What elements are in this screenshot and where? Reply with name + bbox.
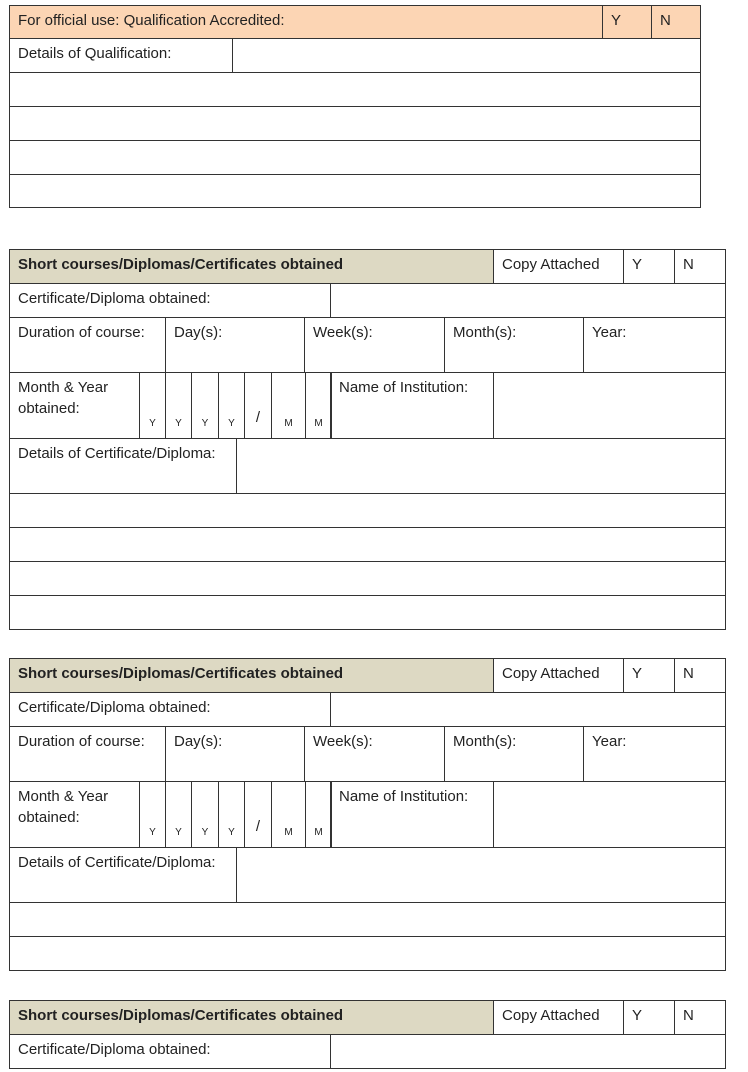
course-2-copy-attached-label: Copy Attached (493, 658, 624, 693)
official-details-field[interactable] (232, 38, 701, 73)
course-2-months-field[interactable]: Month(s): (444, 726, 584, 782)
course-1-copy-attached-label: Copy Attached (493, 249, 624, 284)
course-2-days-field[interactable]: Day(s): (165, 726, 305, 782)
course-2-section-title: Short courses/Diplomas/Certificates obtained (9, 658, 494, 693)
official-accredited-no[interactable]: N (651, 5, 701, 39)
course-1-month-year-label: Month & Year obtained: (9, 372, 140, 439)
official-details-line-3[interactable] (9, 140, 701, 175)
course-1-date-box-4[interactable]: Y (218, 372, 245, 439)
course-1-institution-label: Name of Institution: (330, 372, 494, 439)
course-1-section-title: Short courses/Diplomas/Certificates obtained (9, 249, 494, 284)
course-2-duration-label: Duration of course: (9, 726, 166, 782)
course-1-date-box-7[interactable]: M (305, 372, 332, 439)
course-1-institution-field[interactable] (493, 372, 726, 439)
course-2-institution-field[interactable] (493, 781, 726, 848)
course-2-date-separator: / (244, 781, 272, 848)
course-1-details-line-1[interactable] (9, 493, 726, 528)
official-details-line-1[interactable] (9, 72, 701, 107)
course-1-months-field[interactable]: Month(s): (444, 317, 584, 373)
course-2-date-box-4[interactable]: Y (218, 781, 245, 848)
course-3-copy-attached-yes[interactable]: Y (623, 1000, 675, 1035)
course-2-month-year-label: Month & Year obtained: (9, 781, 140, 848)
course-1-certificate-label: Certificate/Diploma obtained: (9, 283, 331, 318)
course-1-date-box-2[interactable]: Y (165, 372, 192, 439)
course-2-certificate-field[interactable] (330, 692, 726, 727)
course-2-date-box-2[interactable]: Y (165, 781, 192, 848)
course-1-details-label: Details of Certificate/Diploma: (9, 438, 237, 494)
official-use-header: For official use: Qualification Accredited: (9, 5, 603, 39)
course-2-copy-attached-no[interactable]: N (674, 658, 726, 693)
course-2-details-field[interactable] (236, 847, 726, 903)
official-details-line-2[interactable] (9, 106, 701, 141)
course-1-year-field[interactable]: Year: (583, 317, 726, 373)
course-1-details-line-4[interactable] (9, 595, 726, 630)
course-1-days-field[interactable]: Day(s): (165, 317, 305, 373)
course-3-certificate-field[interactable] (330, 1034, 726, 1069)
course-1-date-separator: / (244, 372, 272, 439)
course-2-details-line-1[interactable] (9, 902, 726, 937)
course-1-date-box-6[interactable]: M (271, 372, 306, 439)
course-1-details-field[interactable] (236, 438, 726, 494)
course-1-details-line-2[interactable] (9, 527, 726, 562)
official-details-line-4[interactable] (9, 174, 701, 208)
course-2-weeks-field[interactable]: Week(s): (304, 726, 445, 782)
course-1-duration-label: Duration of course: (9, 317, 166, 373)
official-details-label: Details of Qualification: (9, 38, 233, 73)
course-2-certificate-label: Certificate/Diploma obtained: (9, 692, 331, 727)
course-3-copy-attached-label: Copy Attached (493, 1000, 624, 1035)
course-1-certificate-field[interactable] (330, 283, 726, 318)
course-1-date-box-3[interactable]: Y (191, 372, 219, 439)
course-2-date-box-7[interactable]: M (305, 781, 332, 848)
course-2-details-label: Details of Certificate/Diploma: (9, 847, 237, 903)
course-2-year-field[interactable]: Year: (583, 726, 726, 782)
course-1-date-box-1[interactable]: Y (139, 372, 166, 439)
course-2-date-box-3[interactable]: Y (191, 781, 219, 848)
course-2-date-box-6[interactable]: M (271, 781, 306, 848)
course-2-copy-attached-yes[interactable]: Y (623, 658, 675, 693)
course-1-details-line-3[interactable] (9, 561, 726, 596)
course-2-details-line-2[interactable] (9, 936, 726, 971)
course-1-copy-attached-no[interactable]: N (674, 249, 726, 284)
course-1-copy-attached-yes[interactable]: Y (623, 249, 675, 284)
course-3-section-title: Short courses/Diplomas/Certificates obtained (9, 1000, 494, 1035)
official-accredited-yes[interactable]: Y (602, 5, 652, 39)
course-2-institution-label: Name of Institution: (330, 781, 494, 848)
course-3-certificate-label: Certificate/Diploma obtained: (9, 1034, 331, 1069)
course-1-weeks-field[interactable]: Week(s): (304, 317, 445, 373)
course-2-date-box-1[interactable]: Y (139, 781, 166, 848)
course-3-copy-attached-no[interactable]: N (674, 1000, 726, 1035)
